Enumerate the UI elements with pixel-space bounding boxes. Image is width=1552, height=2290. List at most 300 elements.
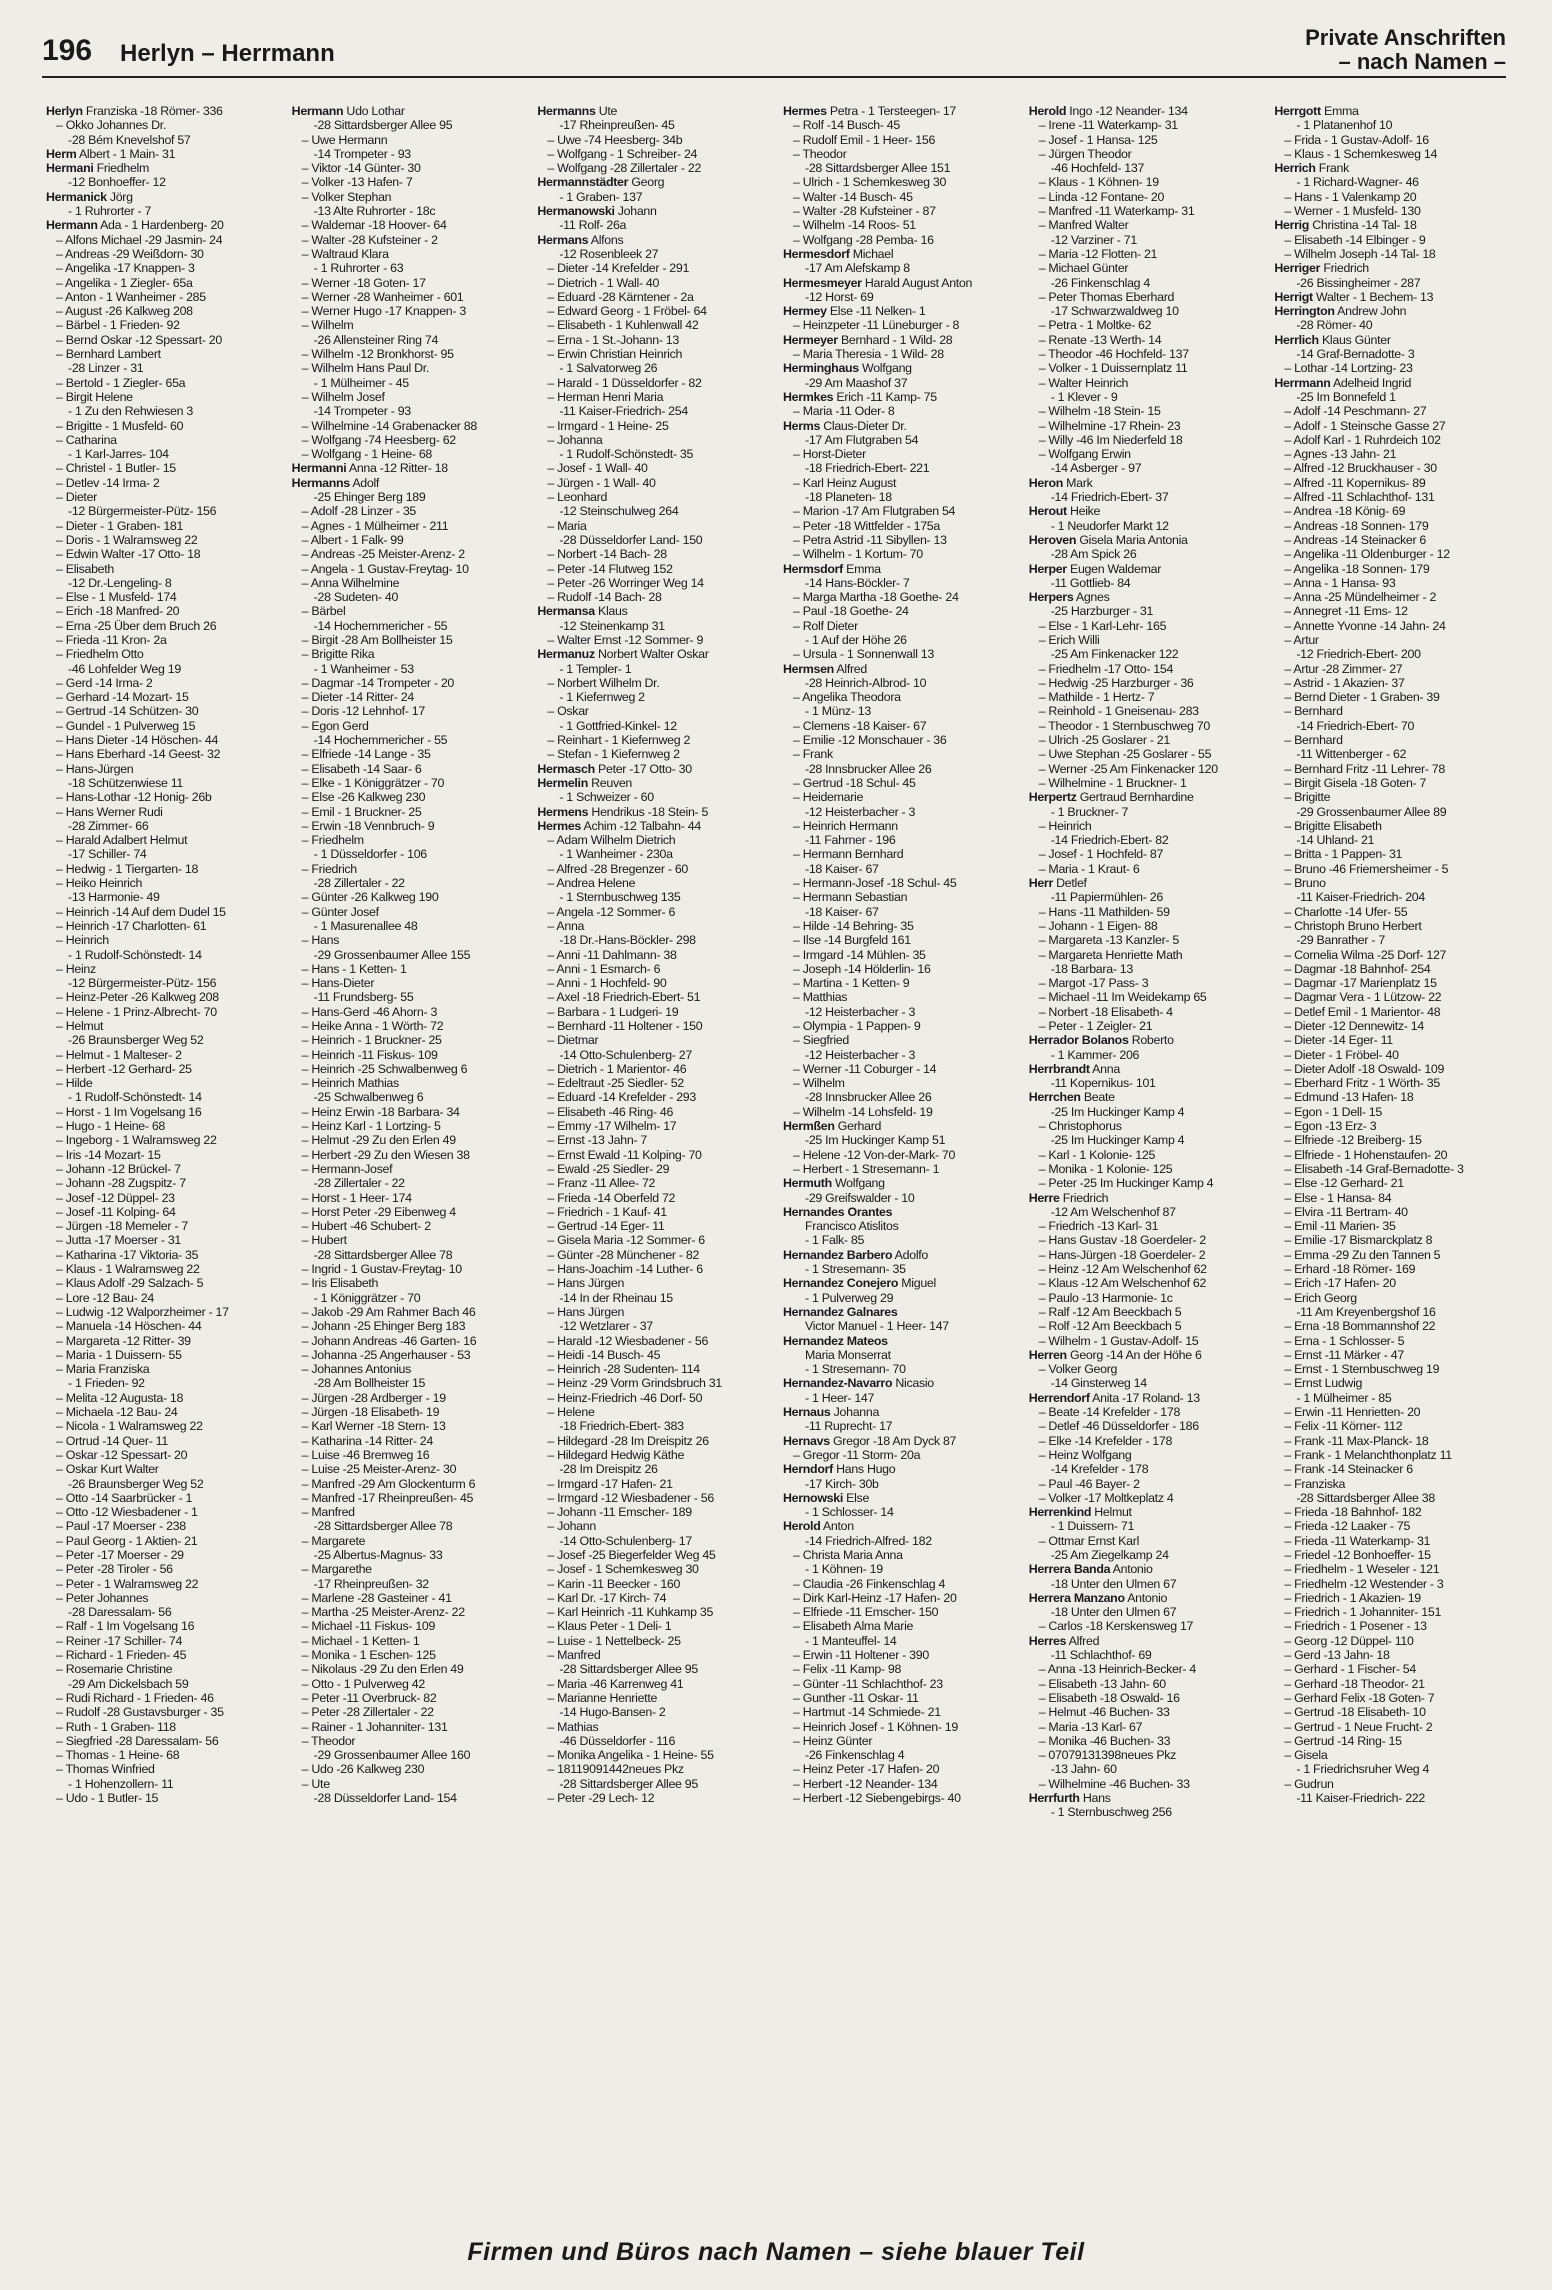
directory-entry (783, 847, 1019, 861)
entry-details: -28 Am Bollheister 15 (313, 1376, 426, 1391)
directory-entry (1274, 476, 1510, 490)
directory-entry (1029, 1448, 1265, 1462)
entry-details: – Hilde (56, 1076, 93, 1091)
directory-entry (1029, 318, 1265, 332)
entry-details: – Karl Heinrich -11 Kuhkamp 35 (547, 1605, 714, 1620)
directory-entry (46, 719, 282, 733)
entry-details: – Hans (301, 933, 340, 948)
surname: Herren (1028, 1347, 1067, 1362)
directory-entry (783, 962, 1019, 976)
entry-details: – Else - 1 Musfeld- 174 (56, 590, 177, 605)
directory-entry (1029, 519, 1265, 533)
directory-entry (783, 476, 1019, 490)
directory-entry (1029, 890, 1265, 904)
directory-entry (783, 1291, 1019, 1305)
directory-entry (1029, 1048, 1265, 1062)
directory-entry (1274, 376, 1510, 390)
entry-details: – Josef - 1 Schemkesweg 30 (547, 1562, 699, 1577)
directory-entry (537, 1534, 773, 1548)
entry-details: – Hedwig -25 Harzburger - 36 (1038, 675, 1194, 690)
surname: Hernandez-Navarro (783, 1376, 893, 1391)
directory-entry (46, 1376, 282, 1390)
directory-entry (292, 890, 528, 904)
entry-details: – Johann -12 Brückel- 7 (56, 1161, 181, 1176)
entry-details: -28 Sittardsberger Allee 38 (1296, 1490, 1435, 1505)
entry-details: – Waltraud Klara (301, 246, 389, 261)
entry-details: -25 Schwalbenweg 6 (313, 1090, 424, 1105)
directory-entry (1274, 1376, 1510, 1390)
directory-entry (1029, 1762, 1265, 1776)
directory-entry (783, 919, 1019, 933)
surname: Herrigt (1274, 289, 1313, 304)
entry-details: - 1 Duissern- 71 (1050, 1519, 1135, 1534)
entry-details: – Klaus - 1 Schemkesweg 14 (1284, 146, 1438, 161)
entry-details: Ute (595, 104, 618, 118)
directory-entry (783, 1205, 1019, 1219)
directory-entry (1029, 533, 1265, 547)
directory-entry (537, 919, 773, 933)
directory-entry (783, 933, 1019, 947)
entry-details: – Frieda -11 Waterkamp- 31 (1284, 1533, 1431, 1548)
entry-details: – Monika - 1 Eschen- 125 (301, 1648, 436, 1663)
directory-entry (1274, 1019, 1510, 1033)
entry-details: -14 Hochemmericher - 55 (313, 733, 448, 748)
directory-entry (46, 318, 282, 332)
directory-entry (1274, 1791, 1510, 1805)
entry-details: – Werner - 1 Musfeld- 130 (1284, 204, 1421, 219)
directory-entry (783, 1791, 1019, 1805)
directory-column (783, 104, 1019, 2184)
entry-details: Alfred (833, 661, 867, 676)
entry-details: – Andreas -29 Weißdorn- 30 (56, 246, 204, 261)
entry-details: -12 Bürgermeister-Pütz- 156 (68, 976, 217, 991)
entry-details: – Reinhart - 1 Kiefernweg 2 (547, 733, 691, 748)
directory-entry (537, 604, 773, 618)
directory-entry (1274, 1548, 1510, 1562)
directory-entry (537, 233, 773, 247)
directory-entry (783, 776, 1019, 790)
directory-entry (46, 276, 282, 290)
entry-details: – Dagmar -18 Bahnhof- 254 (1284, 961, 1431, 976)
directory-entry (783, 1119, 1019, 1133)
entry-details: -12 Dr.-Lengeling- 8 (68, 575, 172, 590)
entry-details: – Erhard -18 Römer- 169 (1284, 1262, 1416, 1277)
directory-entry (292, 1434, 528, 1448)
directory-entry (292, 1062, 528, 1076)
directory-entry (537, 190, 773, 204)
entry-details: – Heinrich -17 Charlotten- 61 (56, 918, 207, 933)
directory-entry (46, 1119, 282, 1133)
entry-details: – Ortrud -14 Quer- 11 (56, 1433, 168, 1448)
entry-details: – Jutta -17 Moerser - 31 (56, 1233, 182, 1248)
entry-details: – Udo -26 Kalkweg 230 (301, 1762, 425, 1777)
directory-entry (1274, 1734, 1510, 1748)
entry-details: – Irmgard - 1 Heine- 25 (547, 418, 669, 433)
directory-entry (783, 647, 1019, 661)
directory-entry (783, 990, 1019, 1004)
directory-entry (46, 662, 282, 676)
directory-entry (1029, 1577, 1265, 1591)
entry-details: -14 Ginsterweg 14 (1050, 1376, 1147, 1391)
entry-details: – Dieter (56, 490, 97, 505)
entry-details: – Luise -46 Bremweg 16 (301, 1447, 430, 1462)
directory-entry (1029, 1477, 1265, 1491)
directory-entry (1274, 776, 1510, 790)
directory-entry (46, 762, 282, 776)
entry-details: Agnes (1073, 590, 1110, 605)
directory-entry (537, 204, 773, 218)
entry-details: Gisela Maria Antonia (1076, 532, 1188, 547)
directory-entry (1274, 1691, 1510, 1705)
entry-details: – Dagmar -17 Marienplatz 15 (1284, 976, 1437, 991)
directory-entry (292, 1391, 528, 1405)
entry-details: – Brigitte (1284, 790, 1331, 805)
directory-entry (46, 1734, 282, 1748)
entry-details: – Waldemar -18 Hoover- 64 (301, 218, 447, 233)
directory-entry (1274, 133, 1510, 147)
entry-details: – Elfriede -11 Emscher- 150 (793, 1605, 939, 1620)
directory-entry (292, 776, 528, 790)
entry-details: – Klaus - 1 Köhnen- 19 (1038, 175, 1159, 190)
entry-details: – Horst Peter -29 Eibenweg 4 (301, 1204, 456, 1219)
surname: Hermanni (291, 461, 347, 476)
entry-details: – Elfriede - 1 Hohenstaufen- 20 (1284, 1147, 1448, 1162)
directory-entry (1029, 1133, 1265, 1147)
entry-details: – Rolf -14 Busch- 45 (793, 118, 900, 133)
directory-entry (1274, 790, 1510, 804)
directory-entry (292, 1405, 528, 1419)
directory-entry (46, 1791, 282, 1805)
entry-details: -11 Ruprecht- 17 (805, 1419, 893, 1434)
directory-entry (537, 719, 773, 733)
directory-entry (46, 1305, 282, 1319)
entry-details: – Jürgen -18 Memeler - 7 (56, 1219, 188, 1234)
entry-details: Adolf (349, 475, 380, 490)
directory-entry (783, 762, 1019, 776)
entry-details: – Erna -25 Über dem Bruch 26 (56, 618, 217, 633)
entry-details: – Hans Gustav -18 Goerdeler- 2 (1038, 1233, 1206, 1248)
entry-details: -14 Graf-Bernadotte- 3 (1296, 347, 1415, 362)
entry-details: -14 Krefelder - 178 (1050, 1462, 1149, 1477)
entry-details: -14 Friedrich-Alfred- 182 (805, 1533, 932, 1548)
directory-entry (783, 1505, 1019, 1519)
directory-entry (46, 919, 282, 933)
surname: Hermannstädter (537, 175, 629, 190)
directory-entry (1274, 1305, 1510, 1319)
directory-entry (537, 962, 773, 976)
directory-entry (1274, 204, 1510, 218)
directory-entry (537, 1176, 773, 1190)
directory-entry (1029, 633, 1265, 647)
directory-entry (537, 1705, 773, 1719)
directory-entry (537, 847, 773, 861)
entry-details: - 1 Auf der Höhe 26 (805, 632, 907, 647)
entry-details: -17 Rheinpreußen- 32 (313, 1576, 429, 1591)
entry-details: – Volker -17 Moltkeplatz 4 (1038, 1490, 1174, 1505)
directory-entry (1274, 1033, 1510, 1047)
entry-details: – Gerd -14 Irma- 2 (56, 675, 153, 690)
entry-details: -28 Römer- 40 (1296, 318, 1373, 333)
entry-details: - 1 Schlosser- 14 (805, 1505, 894, 1520)
entry-details: – Bärbel - 1 Frieden- 92 (56, 318, 180, 333)
entry-details: -18 Unter den Ulmen 67 (1050, 1605, 1177, 1620)
directory-entry (1274, 1405, 1510, 1419)
entry-details: – Axel -18 Friedrich-Ebert- 51 (547, 990, 701, 1005)
directory-entry (292, 905, 528, 919)
directory-entry (537, 447, 773, 461)
entry-details: – Martina - 1 Ketten- 9 (793, 976, 910, 991)
directory-entry (292, 733, 528, 747)
directory-entry (292, 118, 528, 132)
directory-entry (46, 1548, 282, 1562)
directory-entry (783, 619, 1019, 633)
entry-details: – Friedrich -13 Karl- 31 (1038, 1219, 1159, 1234)
directory-entry (783, 747, 1019, 761)
directory-column (292, 104, 528, 2184)
entry-details: - 1 Masurenallee 48 (313, 918, 418, 933)
entry-details: – Albert - 1 Falk- 99 (301, 532, 404, 547)
directory-columns (46, 104, 1510, 2184)
entry-details: – Christoph Bruno Herbert (1284, 918, 1422, 933)
directory-entry (292, 833, 528, 847)
directory-entry (537, 218, 773, 232)
entry-details: – Günter -26 Kalkweg 190 (301, 890, 439, 905)
directory-entry (1274, 1705, 1510, 1719)
directory-entry (1274, 504, 1510, 518)
entry-details: Hendrikus -18 Stein- 5 (588, 804, 709, 819)
entry-details: – Emil -11 Marien- 35 (1284, 1219, 1396, 1234)
directory-entry (1274, 547, 1510, 561)
directory-entry (46, 133, 282, 147)
entry-details: - 1 Heer- 147 (805, 1390, 875, 1405)
surname: Heroven (1028, 532, 1077, 547)
entry-details: - 1 Salvatorweg 26 (559, 361, 658, 376)
directory-entry (292, 533, 528, 547)
entry-details: – Hilde -14 Behring- 35 (793, 918, 914, 933)
entry-details: – Doris -12 Lehnhof- 17 (301, 704, 425, 719)
surname: Herminghaus (783, 361, 859, 376)
directory-entry (1274, 647, 1510, 661)
directory-entry (46, 1419, 282, 1433)
directory-entry (292, 647, 528, 661)
directory-entry (1029, 1391, 1265, 1405)
directory-entry (1029, 1605, 1265, 1619)
entry-details: - 1 Königgrätzer - 70 (313, 1290, 421, 1305)
entry-details: – Bernhard (1284, 733, 1343, 748)
entry-details: – Heidi -14 Busch- 45 (547, 1347, 661, 1362)
directory-entry (783, 490, 1019, 504)
directory-entry (783, 1777, 1019, 1791)
entry-details: – Iris -14 Mozart- 15 (56, 1147, 161, 1162)
entry-details: – Thomas - 1 Heine- 68 (56, 1748, 180, 1763)
entry-details: – Marion -17 Am Flutgraben 54 (793, 504, 956, 519)
entry-details: -28 Zimmer- 66 (68, 818, 149, 833)
directory-entry (537, 175, 773, 189)
directory-entry (1274, 1477, 1510, 1491)
entry-details: – Peter -28 Tiroler - 56 (56, 1562, 173, 1577)
surname: Hernandez Galnares (783, 1304, 898, 1319)
entry-details: - 1 Klever - 9 (1050, 389, 1118, 404)
directory-entry (46, 1705, 282, 1719)
entry-details: Alfred (1066, 1633, 1100, 1648)
directory-entry (46, 1176, 282, 1190)
section-title-line-2: – nach Namen – (1338, 49, 1506, 74)
directory-entry (537, 404, 773, 418)
directory-entry (1029, 104, 1265, 118)
directory-entry (1029, 1491, 1265, 1505)
directory-entry (537, 261, 773, 275)
entry-details: – Helene (547, 1405, 595, 1420)
entry-details: – Detlef Emil - 1 Marientor- 48 (1284, 1004, 1441, 1019)
directory-entry (46, 175, 282, 189)
entry-details: – Heinrich (56, 933, 109, 948)
surname: Hernandez Mateos (783, 1333, 888, 1348)
directory-entry (1274, 562, 1510, 576)
entry-details: – Maria - 1 Kraut- 6 (1038, 861, 1140, 876)
entry-details: – Erna - 1 St.-Johann- 13 (547, 332, 679, 347)
directory-entry (46, 962, 282, 976)
directory-entry (537, 1062, 773, 1076)
entry-details: -11 Frundsberg- 55 (313, 990, 414, 1005)
entry-details: – Volker Georg (1038, 1362, 1118, 1377)
entry-details: – Paul -46 Bayer- 2 (1038, 1476, 1140, 1491)
directory-entry (1029, 1805, 1265, 1819)
directory-entry (292, 1491, 528, 1505)
directory-entry (1274, 576, 1510, 590)
directory-entry (292, 590, 528, 604)
header-divider (42, 76, 1506, 78)
entry-details: – Hermann-Josef (301, 1161, 393, 1176)
entry-details: – August -26 Kalkweg 208 (56, 304, 193, 319)
entry-details: Claus-Dieter Dr. (820, 418, 907, 433)
entry-details: – Frieda -18 Bahnhof- 182 (1284, 1505, 1422, 1520)
surname: Hernavs (783, 1433, 830, 1448)
directory-entry (1274, 1362, 1510, 1376)
directory-entry (1274, 905, 1510, 919)
entry-details: – Maria (547, 518, 587, 533)
entry-details: -46 Hochfeld- 137 (1050, 161, 1145, 176)
entry-details: Harald August Anton (861, 275, 973, 290)
entry-details: – Erich Willi (1038, 632, 1100, 647)
entry-details: – Martha -25 Meister-Arenz- 22 (301, 1605, 465, 1620)
directory-entry (1029, 1348, 1265, 1362)
directory-entry (1274, 1634, 1510, 1648)
directory-entry (1029, 1119, 1265, 1133)
directory-entry (292, 1076, 528, 1090)
directory-entry (46, 647, 282, 661)
directory-entry (292, 1419, 528, 1433)
entry-details: – Theodor (793, 146, 847, 161)
directory-entry (783, 719, 1019, 733)
entry-details: – Herbert - 1 Stresemann- 1 (793, 1161, 940, 1176)
entry-details: -46 Düsseldorfer - 116 (559, 1733, 676, 1748)
surname: Hermasch (537, 761, 595, 776)
directory-entry (292, 976, 528, 990)
directory-entry (1029, 690, 1265, 704)
directory-entry (1274, 633, 1510, 647)
directory-entry (537, 1133, 773, 1147)
directory-entry (537, 1033, 773, 1047)
entry-details: – Marga Martha -18 Goethe- 24 (793, 590, 959, 605)
entry-details: -28 Düsseldorfer Land- 150 (559, 532, 703, 547)
surname: Herold (1028, 104, 1067, 118)
directory-entry (1029, 1405, 1265, 1419)
directory-entry (1274, 1534, 1510, 1548)
directory-entry (46, 590, 282, 604)
directory-entry (1029, 1677, 1265, 1691)
entry-details: -28 Zillertaler - 22 (313, 1176, 405, 1191)
entry-details: – Heidemarie (793, 790, 864, 805)
directory-entry (783, 1691, 1019, 1705)
directory-entry (783, 733, 1019, 747)
directory-entry (292, 1033, 528, 1047)
directory-entry (292, 1705, 528, 1719)
entry-details: – Elfriede -12 Breiberg- 15 (1284, 1133, 1422, 1148)
directory-entry (537, 690, 773, 704)
entry-details: – Clemens -18 Kaiser- 67 (793, 718, 927, 733)
entry-details: -28 Sittardsberger Allee 78 (313, 1519, 453, 1534)
entry-details: -14 Trompeter - 93 (313, 404, 411, 419)
entry-details: – Johanna -25 Angerhauser - 53 (301, 1347, 471, 1362)
directory-entry (1029, 962, 1265, 976)
surname: Hermßen (783, 1119, 835, 1134)
entry-details: - 1 Ruhrorter - 7 (68, 204, 152, 219)
directory-entry (292, 1548, 528, 1562)
entry-details: – Josef -12 Düppel- 23 (56, 1190, 175, 1205)
directory-entry (292, 404, 528, 418)
entry-details: – Norbert -14 Bach- 28 (547, 547, 667, 562)
entry-details: – Michael -11 Im Weidekamp 65 (1038, 990, 1207, 1005)
directory-entry (783, 690, 1019, 704)
surname: Herrlich (1274, 332, 1319, 347)
directory-entry (292, 247, 528, 261)
directory-entry (537, 1434, 773, 1448)
directory-entry (1274, 1205, 1510, 1219)
directory-entry (537, 1219, 773, 1233)
entry-details: – Hans-Joachim -14 Luther- 6 (547, 1262, 703, 1277)
directory-entry (1274, 819, 1510, 833)
directory-entry (783, 1090, 1019, 1104)
entry-details: – Andrea Helene (547, 876, 636, 891)
directory-entry (783, 862, 1019, 876)
directory-entry (292, 1276, 528, 1290)
entry-details: – Hans Jürgen (547, 1304, 625, 1319)
directory-entry (537, 890, 773, 904)
surname: Herrbrandt (1028, 1061, 1090, 1076)
entry-details: – Ernst Ewald -11 Kolping- 70 (547, 1147, 702, 1162)
directory-entry (783, 662, 1019, 676)
entry-details: – Gertrud -18 Elisabeth- 10 (1284, 1705, 1426, 1720)
directory-entry (292, 1048, 528, 1062)
directory-entry (1029, 833, 1265, 847)
directory-entry (292, 719, 528, 733)
entry-details: – Maria -12 Flotten- 21 (1038, 246, 1158, 261)
entry-details: – Heinrich -28 Sudenten- 114 (547, 1362, 700, 1377)
entry-details: – Mathilde - 1 Hertz- 7 (1038, 690, 1155, 705)
entry-details: – Margarethe (301, 1562, 372, 1577)
directory-entry (1029, 1462, 1265, 1476)
entry-details: – Günter -28 Münchener - 82 (547, 1247, 700, 1262)
entry-details: Nicasio (892, 1376, 934, 1391)
entry-details: – Friedhelm - 1 Weseler - 121 (1284, 1562, 1440, 1577)
entry-details: – Iris Elisabeth (301, 1276, 379, 1291)
entry-details: – Karl Werner -18 Stern- 13 (301, 1419, 446, 1434)
directory-entry (1029, 276, 1265, 290)
directory-entry (46, 1076, 282, 1090)
directory-entry (46, 819, 282, 833)
entry-details: – Johann -25 Ehinger Berg 183 (301, 1319, 466, 1334)
directory-entry (1274, 690, 1510, 704)
